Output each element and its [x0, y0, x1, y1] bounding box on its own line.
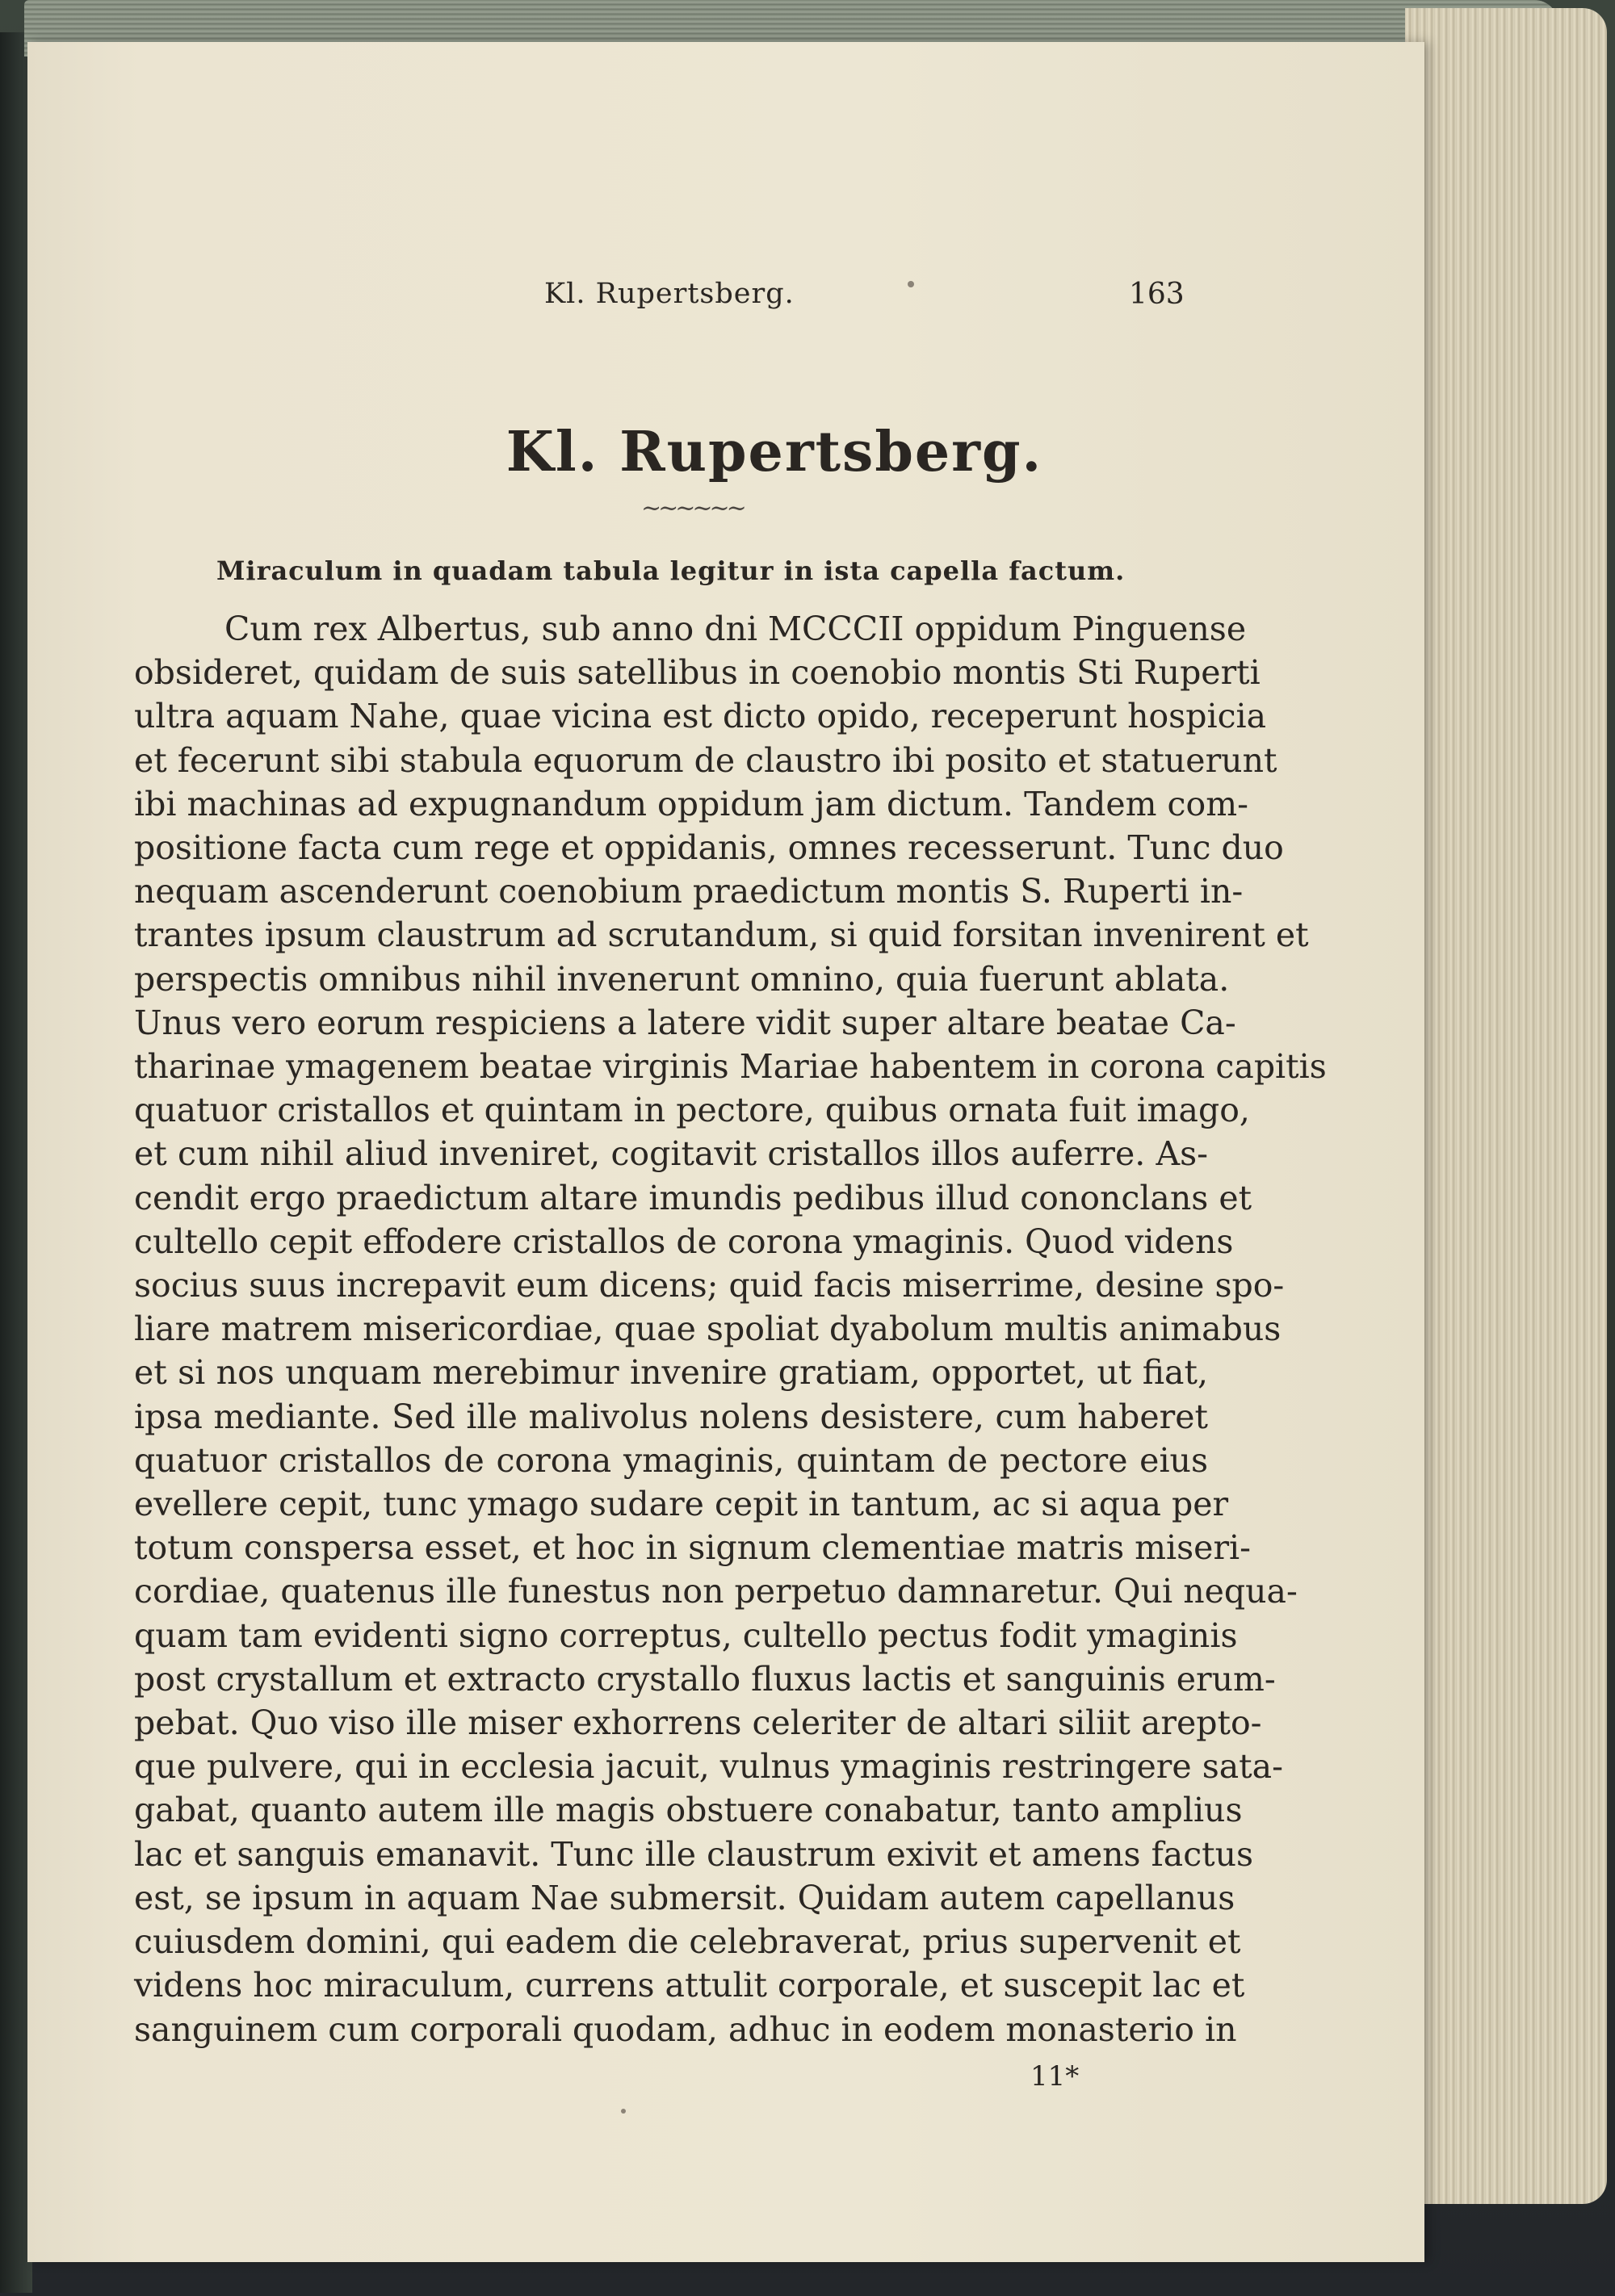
text-line: trantes ipsum claustrum ad scrutandum, si quid forsitan invenirent et [134, 915, 1309, 955]
text-line: et fecerunt sibi stabula equorum de claustro ibi posito et statuerunt [134, 740, 1277, 780]
text-line: sanguinem cum corporali quodam, adhuc in eodem monasterio in [134, 2009, 1237, 2049]
text-line: liare matrem misericordiae, quae spoliat dyabolum multis animabus [134, 1309, 1282, 1349]
text-line: totum conspersa esset, et hoc in signum clementiae matris miseri- [134, 1528, 1252, 1568]
text-line: quatuor cristallos de corona ymaginis, quintam de pectore eius [134, 1440, 1208, 1480]
text-line: cendit ergo praedictum altare imundis pedibus illud cononclans et [134, 1178, 1252, 1217]
text-line: evellere cepit, tunc ymago sudare cepit in tantum, ac si aqua per [134, 1485, 1229, 1524]
text-line: et cum nihil aliud inveniret, cogitavit cristallos illos auferre. As- [134, 1134, 1208, 1174]
text-line: Unus vero eorum respiciens a latere vidit super altare beatae Ca- [134, 1003, 1236, 1042]
section-heading: Miraculum in quadam tabula legitur in ista capella factum. [216, 555, 1126, 586]
title-ornament: ~~~~~~ [641, 494, 744, 522]
paper-spot [621, 2109, 626, 2114]
text-line: tharinae ymagenem beatae virginis Mariae habentem in corona capitis [134, 1047, 1327, 1087]
text-line: ibi machinas ad expugnandum oppidum jam dictum. Tandem com- [134, 784, 1248, 823]
text-line: pebat. Quo viso ille miser exhorrens celeriter de altari siliit arepto- [134, 1703, 1262, 1743]
text-line: gabat, quanto autem ille magis obstuere conabatur, tanto amplius [134, 1791, 1243, 1830]
page-number: 163 [1129, 278, 1185, 311]
text-line: ultra aquam Nahe, quae vicina est dicto opido, receperunt hospicia [134, 697, 1267, 736]
text-line: ipsa mediante. Sed ille malivolus nolens desistere, cum haberet [134, 1397, 1208, 1436]
paper-spot [908, 281, 914, 287]
body-text [134, 607, 1327, 2051]
text-line: perspectis omnibus nihil invenerunt omnino, quia fuerunt ablata. [134, 959, 1230, 999]
running-title: Kl. Rupertsberg. [544, 278, 795, 310]
text-line: cuiusdem domini, qui eadem die celebraverat, prius supervenit et [134, 1922, 1241, 1962]
text-line: que pulvere, qui in ecclesia jacuit, vulnus ymaginis restringere sata- [134, 1747, 1283, 1787]
text-line: est, se ipsum in aquam Nae submersit. Quidam autem capellanus [134, 1878, 1235, 1917]
signature-mark: 11* [1030, 2060, 1080, 2093]
page-side-edges [1405, 8, 1607, 2204]
text-line: videns hoc miraculum, currens attulit corporale, et suscepit lac et [134, 1966, 1245, 2005]
text-line: quam tam evidenti signo correptus, cultello pectus fodit ymaginis [134, 1615, 1238, 1655]
text-line: obsideret, quidam de suis satellibus in coenobio montis Sti Ruperti [134, 653, 1261, 693]
text-line: Cum rex Albertus, sub anno dni MCCCII oppidum Pinguense [224, 610, 1247, 648]
text-line: cordiae, quatenus ille funestus non perpetuo damnaretur. Qui nequa- [134, 1572, 1298, 1611]
text-line: nequam ascenderunt coenobium praedictum montis S. Ruperti in- [134, 872, 1244, 911]
book-page [27, 42, 1424, 2262]
text-line: post crystallum et extracto crystallo fluxus lactis et sanguinis erum- [134, 1659, 1276, 1699]
text-line: cultello cepit effodere cristallos de corona ymaginis. Quod videns [134, 1221, 1234, 1261]
text-line: positione facta cum rege et oppidanis, omnes recesserunt. Tunc duo [134, 828, 1284, 868]
text-line: socius suus increpavit eum dicens; quid facis miserrime, desine spo- [134, 1266, 1285, 1305]
text-line: lac et sanguis emanavit. Tunc ille claustrum exivit et amens factus [134, 1834, 1254, 1874]
text-line: quatuor cristallos et quintam in pectore, quibus ornata fuit imago, [134, 1091, 1250, 1130]
text-line: et si nos unquam merebimur invenire gratiam, opportet, ut fiat, [134, 1353, 1208, 1393]
running-head [27, 278, 1424, 318]
chapter-title: Kl. Rupertsberg. [505, 420, 1043, 484]
